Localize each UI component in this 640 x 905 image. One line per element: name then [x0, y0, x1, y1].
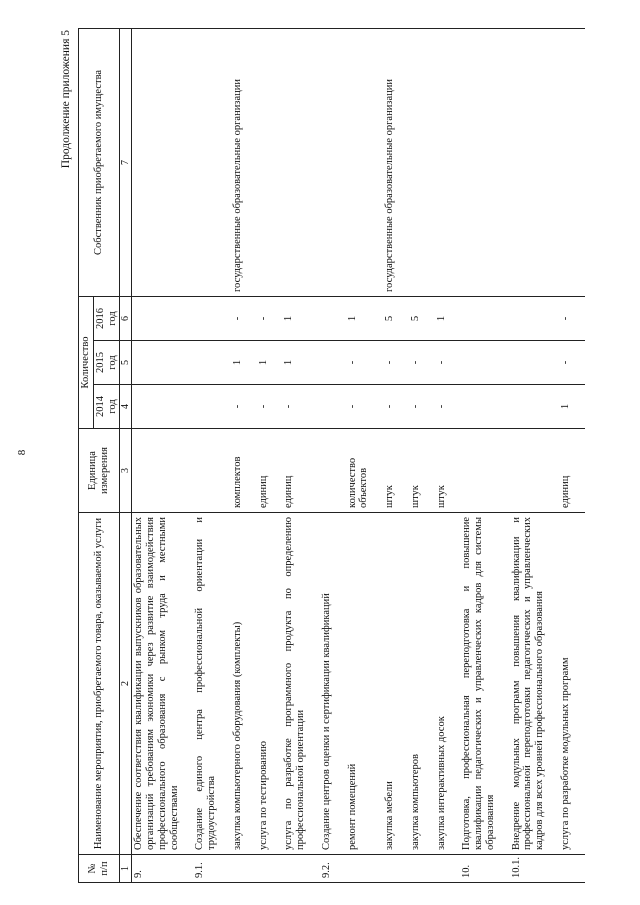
- column-number: 6: [120, 296, 132, 340]
- spacer-cell: [423, 429, 435, 513]
- row-spacer: [270, 28, 282, 882]
- spacer-cell: [245, 28, 257, 296]
- spacer-cell: [181, 513, 193, 855]
- row-qty-2014: [510, 385, 547, 429]
- spacer-cell: [371, 429, 383, 513]
- spacer-cell: [448, 28, 460, 296]
- row-unit: количество объектов: [346, 429, 372, 513]
- row-unit: [320, 429, 334, 513]
- spacer-cell: [397, 296, 409, 340]
- spacer-cell: [498, 385, 510, 429]
- row-unit: единиц: [257, 429, 271, 513]
- row-qty-2016: [510, 296, 547, 340]
- spacer-cell: [219, 296, 231, 340]
- row-spacer: [181, 28, 193, 882]
- header-year-2016: 2016 год: [93, 296, 120, 340]
- column-number: 4: [120, 385, 132, 429]
- spacer-cell: [308, 296, 320, 340]
- row-qty-2014: [460, 385, 497, 429]
- header-num: № п/п: [79, 855, 120, 883]
- spacer-cell: [498, 28, 510, 296]
- table-row: [132, 28, 182, 882]
- row-number: 10.: [460, 855, 497, 883]
- spacer-cell: [423, 341, 435, 385]
- row-qty-2015: 1: [231, 341, 245, 385]
- spacer-cell: [334, 429, 346, 513]
- row-owner: [510, 28, 547, 296]
- spacer-cell: [245, 513, 257, 855]
- column-number-row: [120, 28, 132, 882]
- spacer-cell: [308, 855, 320, 883]
- row-qty-2015: 1: [257, 341, 271, 385]
- table-row: [435, 28, 449, 882]
- table-row: [559, 28, 573, 882]
- spacer-cell: [181, 385, 193, 429]
- spacer-cell: [573, 28, 585, 296]
- table-row: [383, 28, 397, 882]
- spacer-cell: [547, 513, 559, 855]
- row-unit: штук: [383, 429, 397, 513]
- column-number: 7: [120, 28, 132, 296]
- row-qty-2015: -: [435, 341, 449, 385]
- row-owner: [559, 28, 573, 296]
- row-qty-2014: 1: [559, 385, 573, 429]
- row-spacer: [498, 28, 510, 882]
- spacer-cell: [573, 296, 585, 340]
- row-qty-2016: [320, 296, 334, 340]
- row-owner: [193, 28, 219, 296]
- spacer-cell: [270, 341, 282, 385]
- table-row: [282, 28, 308, 882]
- spacer-cell: [181, 429, 193, 513]
- row-name: Внедрение модульных программ повышения квалификации и профессиональной переподготовки педагогических и управленческих кадров для всех уровней профессионального образования: [510, 513, 547, 855]
- row-owner: [435, 28, 449, 296]
- row-qty-2014: -: [346, 385, 372, 429]
- spacer-cell: [371, 28, 383, 296]
- row-number: [559, 855, 573, 883]
- row-unit: штук: [435, 429, 449, 513]
- spacer-cell: [334, 385, 346, 429]
- row-owner: [132, 28, 182, 296]
- page-number: 8: [16, 449, 28, 456]
- row-qty-2016: -: [559, 296, 573, 340]
- spacer-cell: [397, 28, 409, 296]
- spacer-cell: [219, 28, 231, 296]
- continuation-label: Продолжение приложения 5: [60, 30, 72, 169]
- row-spacer: [397, 28, 409, 882]
- table-row: [193, 28, 219, 882]
- spacer-cell: [498, 429, 510, 513]
- spacer-cell: [270, 28, 282, 296]
- column-number: 1: [120, 855, 132, 883]
- spacer-cell: [334, 341, 346, 385]
- spacer-cell: [397, 385, 409, 429]
- row-qty-2016: [460, 296, 497, 340]
- row-name: ремонт помещений: [346, 513, 372, 855]
- row-name: услуга по тестированию: [257, 513, 271, 855]
- spacer-cell: [448, 296, 460, 340]
- header-name: Наименование мероприятия, приобретаемого товара, оказываемой услуги: [79, 513, 120, 855]
- row-qty-2015: [510, 341, 547, 385]
- row-owner: [320, 28, 334, 296]
- spacer-cell: [371, 341, 383, 385]
- spacer-cell: [219, 855, 231, 883]
- spacer-cell: [423, 513, 435, 855]
- spacer-cell: [308, 341, 320, 385]
- spacer-cell: [573, 341, 585, 385]
- spacer-cell: [245, 385, 257, 429]
- spacer-cell: [245, 341, 257, 385]
- row-spacer: [334, 28, 346, 882]
- row-unit: [132, 429, 182, 513]
- row-owner: [282, 28, 308, 296]
- row-qty-2014: [132, 385, 182, 429]
- spacer-cell: [573, 855, 585, 883]
- row-qty-2014: -: [282, 385, 308, 429]
- spacer-cell: [181, 855, 193, 883]
- row-qty-2014: -: [409, 385, 423, 429]
- row-spacer: [219, 28, 231, 882]
- row-unit: единиц: [282, 429, 308, 513]
- row-name: закупка компьютерного оборудования (комплекты): [231, 513, 245, 855]
- header-year-2015: 2015 год: [93, 341, 120, 385]
- row-owner: [346, 28, 372, 296]
- table-row: [231, 28, 245, 882]
- header-owner: Собственник приобретаемого имущества: [79, 28, 120, 296]
- row-unit: комплектов: [231, 429, 245, 513]
- row-spacer: [371, 28, 383, 882]
- row-number: 9.: [132, 855, 182, 883]
- spacer-cell: [397, 429, 409, 513]
- row-number: 10.1.: [510, 855, 547, 883]
- row-qty-2014: -: [257, 385, 271, 429]
- row-qty-2016: [193, 296, 219, 340]
- spacer-cell: [219, 513, 231, 855]
- row-qty-2015: [320, 341, 334, 385]
- spacer-cell: [334, 855, 346, 883]
- row-number: [257, 855, 271, 883]
- spacer-cell: [397, 855, 409, 883]
- row-number: [231, 855, 245, 883]
- row-qty-2015: -: [559, 341, 573, 385]
- spacer-cell: [423, 296, 435, 340]
- table-header: [79, 28, 132, 882]
- header-unit: Единица измерения: [79, 429, 120, 513]
- row-spacer: [547, 28, 559, 882]
- table-row: [257, 28, 271, 882]
- spacer-cell: [245, 855, 257, 883]
- row-name: Создание центров оценки и сертификации квалификаций: [320, 513, 334, 855]
- row-owner: [257, 28, 271, 296]
- row-qty-2014: [320, 385, 334, 429]
- row-spacer: [245, 28, 257, 882]
- row-name: закупка интерактивных досок: [435, 513, 449, 855]
- row-number: [282, 855, 308, 883]
- table-row: [320, 28, 334, 882]
- spacer-cell: [219, 385, 231, 429]
- spacer-cell: [371, 513, 383, 855]
- spacer-cell: [245, 429, 257, 513]
- row-qty-2014: -: [231, 385, 245, 429]
- spacer-cell: [448, 385, 460, 429]
- row-owner: [460, 28, 497, 296]
- spacer-cell: [547, 296, 559, 340]
- row-unit: штук: [409, 429, 423, 513]
- row-name: услуга по разработке программного продукта по определению профессиональной ориентации: [282, 513, 308, 855]
- row-qty-2015: -: [346, 341, 372, 385]
- column-number: 5: [120, 341, 132, 385]
- table-row: [346, 28, 372, 882]
- row-owner: [409, 28, 423, 296]
- row-unit: единиц: [559, 429, 573, 513]
- row-number: [409, 855, 423, 883]
- spacer-cell: [423, 28, 435, 296]
- table-row: [510, 28, 547, 882]
- spacer-cell: [219, 429, 231, 513]
- spacer-cell: [448, 341, 460, 385]
- spacer-cell: [498, 296, 510, 340]
- row-number: [435, 855, 449, 883]
- spacer-cell: [371, 855, 383, 883]
- row-name: закупка компьютеров: [409, 513, 423, 855]
- spacer-cell: [547, 429, 559, 513]
- row-qty-2016: 5: [409, 296, 423, 340]
- row-qty-2015: [132, 341, 182, 385]
- table-row: [409, 28, 423, 882]
- row-qty-2014: [193, 385, 219, 429]
- header-quantity: Количество: [79, 296, 94, 428]
- spacer-cell: [334, 513, 346, 855]
- spacer-cell: [308, 513, 320, 855]
- spacer-cell: [334, 296, 346, 340]
- row-qty-2015: -: [383, 341, 397, 385]
- spacer-cell: [423, 385, 435, 429]
- row-name: Обеспечение соответствия квалификации выпускников образовательных организаций требованиям экономики через развитие взаимодействия профессионального образования с рынком труда и местными сообществами: [132, 513, 182, 855]
- spacer-cell: [334, 28, 346, 296]
- spacer-cell: [181, 341, 193, 385]
- row-qty-2016: 5: [383, 296, 397, 340]
- spacer-cell: [547, 28, 559, 296]
- row-number: 9.2.: [320, 855, 334, 883]
- spacer-cell: [308, 429, 320, 513]
- spacer-cell: [181, 296, 193, 340]
- row-spacer: [423, 28, 435, 882]
- row-unit: [460, 429, 497, 513]
- spacer-cell: [308, 385, 320, 429]
- spacer-cell: [270, 513, 282, 855]
- row-owner: государственные образовательные организации: [231, 28, 245, 296]
- spacer-cell: [181, 28, 193, 296]
- row-qty-2016: [132, 296, 182, 340]
- row-name: Подготовка, профессиональная переподготовка и повышение квалификации педагогических и управленческих кадров для системы образования: [460, 513, 497, 855]
- table-row: [460, 28, 497, 882]
- row-qty-2014: -: [383, 385, 397, 429]
- spacer-cell: [423, 855, 435, 883]
- spacer-cell: [448, 855, 460, 883]
- row-number: [346, 855, 372, 883]
- row-qty-2015: -: [409, 341, 423, 385]
- row-qty-2016: 1: [435, 296, 449, 340]
- spacer-cell: [270, 296, 282, 340]
- spacer-cell: [270, 429, 282, 513]
- spacer-cell: [397, 513, 409, 855]
- spacer-cell: [573, 513, 585, 855]
- row-spacer: [573, 28, 585, 882]
- row-qty-2015: 1: [282, 341, 308, 385]
- spacer-cell: [547, 341, 559, 385]
- row-qty-2016: 1: [346, 296, 372, 340]
- spacer-cell: [498, 855, 510, 883]
- row-spacer: [448, 28, 460, 882]
- table-body: [132, 28, 585, 882]
- row-number: [383, 855, 397, 883]
- spacer-cell: [371, 296, 383, 340]
- spacer-cell: [573, 385, 585, 429]
- row-number: 9.1.: [193, 855, 219, 883]
- row-name: услуга по разработке модульных программ: [559, 513, 573, 855]
- row-unit: [193, 429, 219, 513]
- row-owner: государственные образовательные организации: [383, 28, 397, 296]
- spacer-cell: [547, 855, 559, 883]
- spacer-cell: [308, 28, 320, 296]
- row-qty-2014: -: [435, 385, 449, 429]
- spacer-cell: [547, 385, 559, 429]
- row-qty-2016: -: [231, 296, 245, 340]
- spacer-cell: [573, 429, 585, 513]
- spacer-cell: [219, 341, 231, 385]
- column-number: 2: [120, 513, 132, 855]
- row-qty-2016: 1: [282, 296, 308, 340]
- column-number: 3: [120, 429, 132, 513]
- spacer-cell: [448, 513, 460, 855]
- spacer-cell: [498, 341, 510, 385]
- items-table: [78, 28, 585, 883]
- spacer-cell: [498, 513, 510, 855]
- spacer-cell: [245, 296, 257, 340]
- header-year-2014: 2014 год: [93, 385, 120, 429]
- row-spacer: [308, 28, 320, 882]
- row-qty-2015: [193, 341, 219, 385]
- spacer-cell: [448, 429, 460, 513]
- row-qty-2015: [460, 341, 497, 385]
- row-name: закупка мебели: [383, 513, 397, 855]
- spacer-cell: [371, 385, 383, 429]
- row-unit: [510, 429, 547, 513]
- spacer-cell: [397, 341, 409, 385]
- spacer-cell: [270, 385, 282, 429]
- row-qty-2016: -: [257, 296, 271, 340]
- spacer-cell: [270, 855, 282, 883]
- row-name: Создание единого центра профессиональной ориентации и трудоустройства: [193, 513, 219, 855]
